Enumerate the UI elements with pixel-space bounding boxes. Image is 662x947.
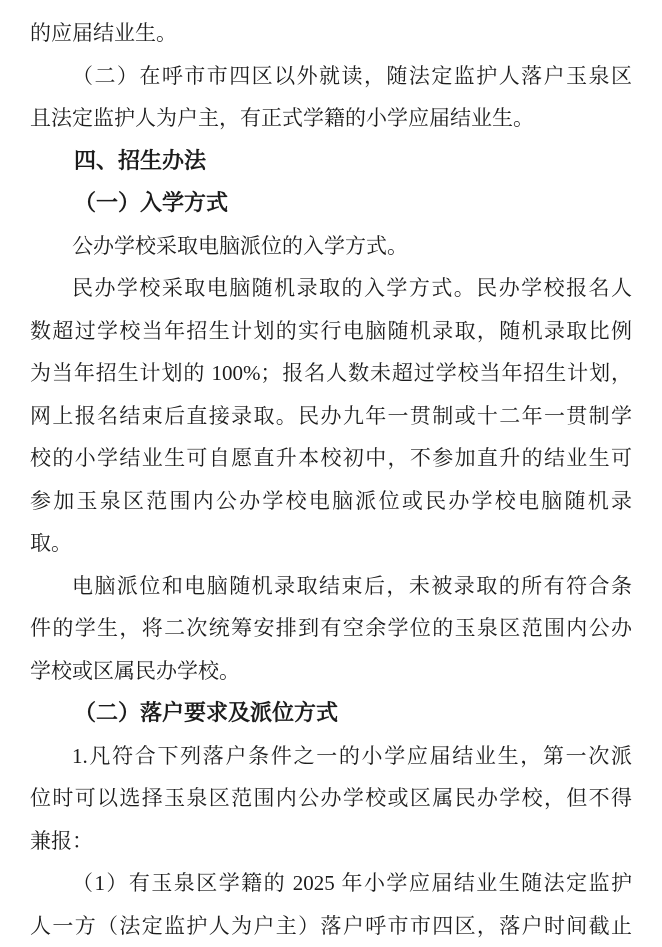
text-line: 兼报： [30,828,93,853]
text-line: 的应届结业生。 [30,21,177,45]
text-line: 且法定监护人为户主，有正式学籍的小学应届结业生。 [30,106,534,130]
subsection-heading: （二）落户要求及派位方式 [74,700,339,725]
text-line: 学校或区属民办学校。 [30,658,240,683]
text-line: 人一方（法定监护人为户主）落户呼市市四区，落户时间截止 [30,913,632,938]
text-line: 公办学校采取电脑派位的入学方式。 [72,233,408,258]
text-line: 位时可以选择玉泉区范围内公办学校或区属民办学校，但不得 [30,786,632,810]
text-line: 为当年招生计划的 100%；报名人数未超过学校当年招生计划， [30,361,632,385]
text-line: （二）在呼市市四区以外就读，随法定监护人落户玉泉区 [72,63,632,88]
document-body [30,12,632,947]
text-line: 电脑派位和电脑随机录取结束后，未被录取的所有符合条 [72,573,632,598]
text-line: 取。 [30,531,72,555]
text-line: 件的学生，将二次统筹安排到有空余学位的玉泉区范围内公办 [30,616,632,640]
text-line: 民办学校采取电脑随机录取的入学方式。民办学校报名人 [72,276,632,300]
text-line: 参加玉泉区范围内公办学校电脑派位或民办学校电脑随机录 [30,488,632,513]
text-line: 校的小学结业生可自愿直升本校初中，不参加直升的结业生可 [30,446,632,470]
text-line: （1）有玉泉区学籍的 2025 年小学应届结业生随法定监护 [72,871,632,895]
text-line: 1.凡符合下列落户条件之一的小学应届结业生，第一次派 [72,743,632,768]
section-heading: 四、招生办法 [74,147,207,173]
text-line: 数超过学校当年招生计划的实行电脑随机录取，随机录取比例 [30,318,632,343]
text-line: 网上报名结束后直接录取。民办九年一贯制或十二年一贯制学 [30,403,632,428]
subsection-heading: （一）入学方式 [74,190,229,215]
